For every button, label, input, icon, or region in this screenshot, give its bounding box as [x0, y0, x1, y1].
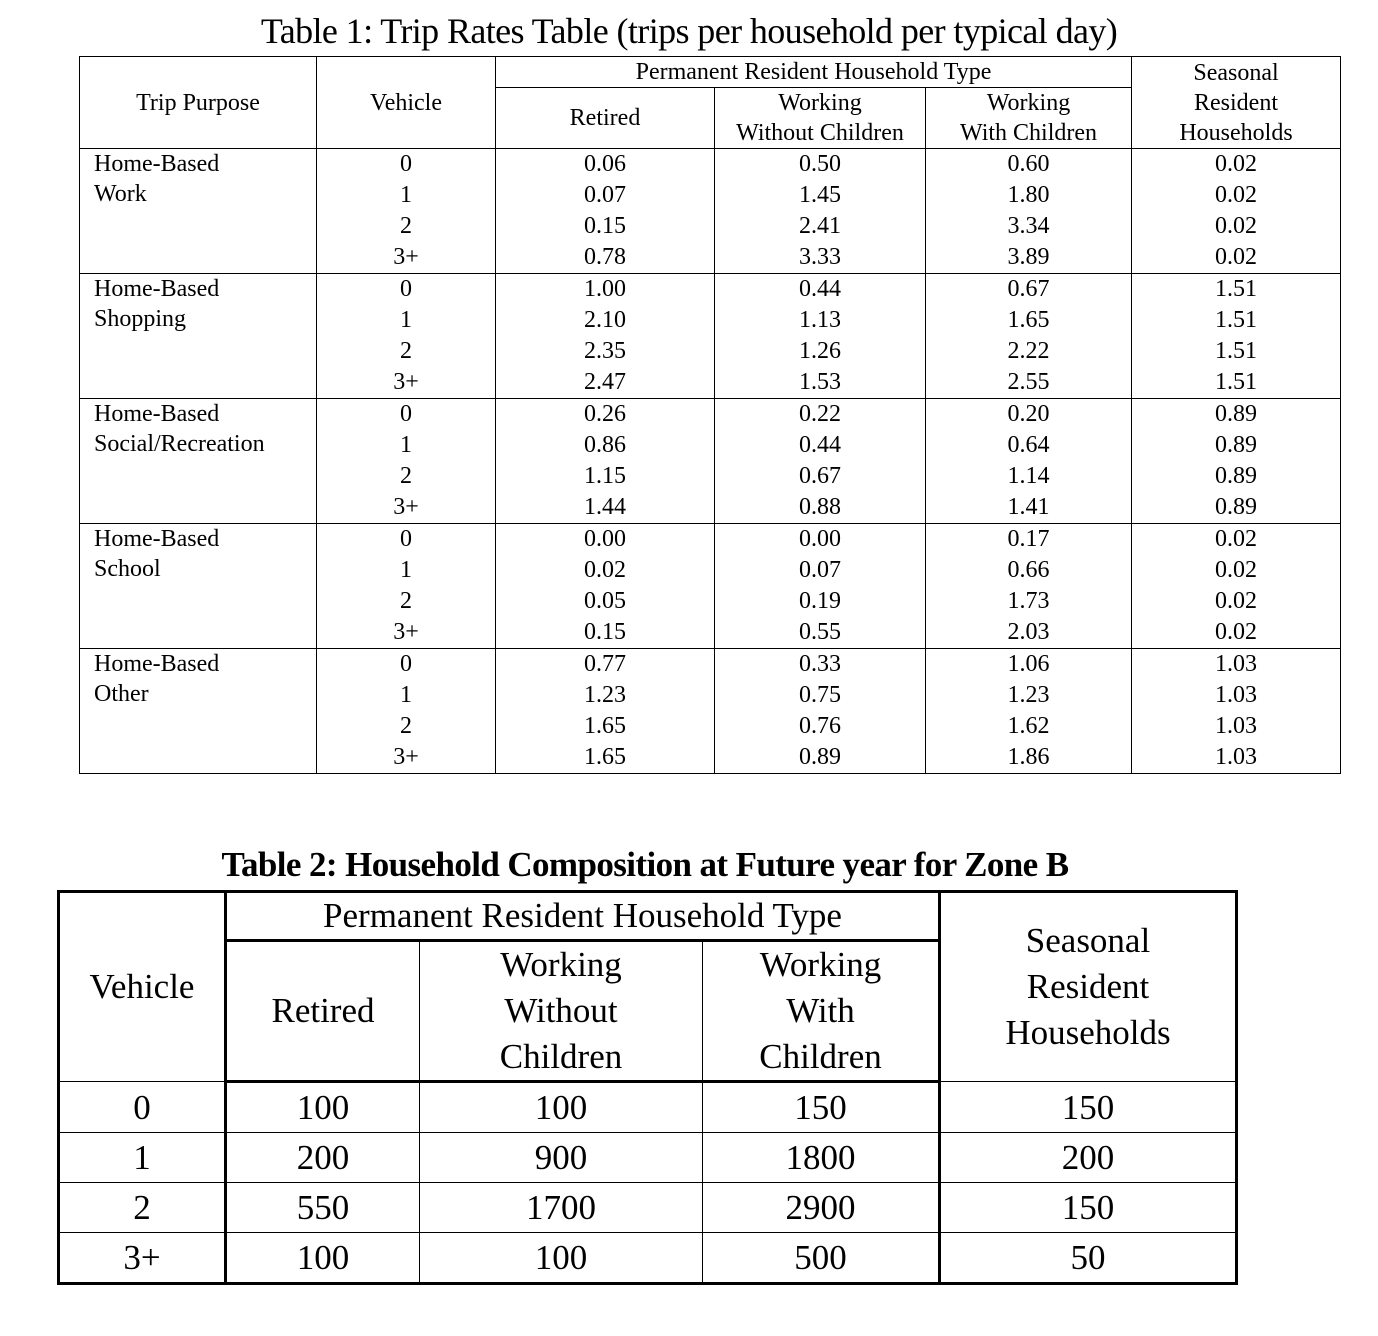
rate-value: 1.03 [1215, 713, 1258, 739]
header-seasonal-line1: Seasonal [1193, 59, 1279, 86]
t2-header-seasonal [940, 892, 1237, 1082]
vehicle-value: 0 [400, 276, 412, 302]
header-vehicle: Vehicle [317, 57, 496, 149]
rate-value: 1.00 [584, 276, 626, 302]
working-with-cell [926, 649, 1132, 774]
rate-value: 1.65 [1007, 307, 1050, 333]
rate-value: 0.02 [1215, 244, 1258, 270]
rate-value: 1.86 [1007, 744, 1050, 770]
rate-value: 1.53 [799, 369, 841, 395]
vehicle-value: 3+ [393, 619, 419, 645]
t2-working-without-cell: 100 [420, 1082, 703, 1133]
vehicle-value: 3+ [393, 244, 419, 270]
rate-value: 3.33 [799, 244, 841, 270]
rate-value: 0.67 [799, 463, 841, 489]
rate-value: 2.55 [1007, 369, 1050, 395]
t2-working-without-cell: 100 [420, 1233, 703, 1284]
t2-working-with-cell: 500 [703, 1233, 940, 1284]
rate-value: 0.66 [1007, 557, 1050, 583]
rate-value: 1.51 [1215, 276, 1258, 302]
vehicle-value: 3+ [393, 744, 419, 770]
rate-value: 0.02 [1215, 619, 1258, 645]
t2-retired-cell: 200 [226, 1133, 420, 1183]
working-with-cell [926, 524, 1132, 649]
t2-working-without-cell: 1700 [420, 1183, 703, 1233]
rate-value: 0.77 [584, 651, 626, 677]
retired-cell [496, 274, 715, 399]
header-seasonal [1132, 57, 1341, 149]
vehicle-value: 2 [400, 338, 412, 364]
working-without-cell [715, 524, 926, 649]
seasonal-cell [1132, 149, 1341, 274]
household-composition-table [57, 890, 1238, 1285]
rate-value: 0.89 [1215, 463, 1258, 489]
rate-value: 0.89 [1215, 432, 1258, 458]
rate-value: 0.05 [584, 588, 626, 614]
table-row [59, 1082, 1237, 1133]
rate-value: 0.50 [799, 151, 841, 177]
vehicle-cell [317, 524, 496, 649]
seasonal-cell [1132, 649, 1341, 774]
vehicle-value: 0 [400, 151, 412, 177]
working-with-cell [926, 274, 1132, 399]
rate-value: 0.02 [584, 557, 626, 583]
t2-header-vehicle: Vehicle [59, 892, 226, 1082]
rate-value: 0.20 [1007, 401, 1050, 427]
rate-value: 0.06 [584, 151, 626, 177]
trip-purpose-cell [80, 149, 317, 274]
rate-value: 0.07 [584, 182, 626, 208]
trip-purpose-group [80, 149, 1341, 274]
seasonal-cell [1132, 399, 1341, 524]
t2-header-seasonal-line3: Households [1005, 1013, 1171, 1052]
rate-value: 0.67 [1007, 276, 1050, 302]
vehicle-value: 2 [400, 463, 412, 489]
rate-value: 1.23 [1007, 682, 1050, 708]
rate-value: 1.14 [1007, 463, 1050, 489]
header-retired: Retired [496, 88, 715, 149]
table2-caption: Table 2: Household Composition at Future year for Zone B [221, 845, 1069, 884]
rate-value: 0.64 [1007, 432, 1050, 458]
rate-value: 0.26 [584, 401, 626, 427]
rate-value: 0.00 [584, 526, 626, 552]
rate-value: 0.33 [799, 651, 841, 677]
trip-purpose-line2: Work [94, 181, 147, 207]
trip-purpose-group [80, 524, 1341, 649]
rate-value: 2.22 [1007, 338, 1050, 364]
working-without-cell [715, 399, 926, 524]
trip-purpose-line1: Home-Based [94, 401, 220, 427]
t2-vehicle-cell: 1 [59, 1133, 226, 1183]
trip-purpose-line2: School [94, 556, 161, 582]
rate-value: 1.23 [584, 682, 626, 708]
vehicle-value: 1 [400, 307, 412, 333]
t2-header-working-without-line2: Without [504, 991, 618, 1030]
vehicle-value: 2 [400, 713, 412, 739]
header-working-with-line1: Working [986, 90, 1071, 116]
rate-value: 1.15 [584, 463, 626, 489]
rate-value: 0.88 [799, 494, 841, 520]
vehicle-value: 1 [400, 432, 412, 458]
header-seasonal-line2: Resident [1194, 89, 1279, 116]
rate-value: 1.03 [1215, 651, 1258, 677]
header-working-with-line2: With Children [960, 120, 1098, 146]
t2-header-working-without [420, 941, 703, 1082]
trip-purpose-line1: Home-Based [94, 651, 220, 677]
header-trip-purpose: Trip Purpose [80, 57, 317, 149]
rate-value: 1.26 [799, 338, 841, 364]
t2-retired-cell: 100 [226, 1233, 420, 1284]
table1-caption: Table 1: Trip Rates Table (trips per household per typical day) [260, 11, 1118, 51]
vehicle-value: 0 [400, 526, 412, 552]
vehicle-value: 1 [400, 682, 412, 708]
rate-value: 0.89 [1215, 494, 1258, 520]
rate-value: 1.13 [799, 307, 841, 333]
rate-value: 1.51 [1215, 369, 1258, 395]
rate-value: 1.51 [1215, 338, 1258, 364]
trip-purpose-line2: Shopping [94, 306, 187, 332]
header-working-without-line2: Without Children [736, 120, 904, 146]
t2-seasonal-cell: 150 [940, 1183, 1237, 1233]
rate-value: 1.03 [1215, 682, 1258, 708]
retired-cell [496, 524, 715, 649]
t2-header-working-without-line1: Working [500, 945, 622, 984]
trip-purpose-cell [80, 649, 317, 774]
t2-header-retired: Retired [226, 941, 420, 1082]
rate-value: 0.02 [1215, 588, 1258, 614]
rate-value: 1.65 [584, 744, 626, 770]
vehicle-value: 3+ [393, 369, 419, 395]
t2-seasonal-cell: 200 [940, 1133, 1237, 1183]
vehicle-cell [317, 274, 496, 399]
t2-vehicle-cell: 2 [59, 1183, 226, 1233]
vehicle-value: 2 [400, 588, 412, 614]
t2-header-working-without-line3: Children [499, 1037, 623, 1076]
t2-header-working-with-line1: Working [759, 945, 882, 984]
vehicle-cell [317, 649, 496, 774]
vehicle-value: 0 [400, 401, 412, 427]
trip-purpose-cell [80, 274, 317, 399]
rate-value: 1.65 [584, 713, 626, 739]
working-without-cell [715, 149, 926, 274]
trip-purpose-line2: Social/Recreation [94, 431, 265, 457]
rate-value: 0.15 [584, 619, 626, 645]
vehicle-value: 2 [400, 213, 412, 239]
t2-working-with-cell: 1800 [703, 1133, 940, 1183]
vehicle-value: 1 [400, 182, 412, 208]
rate-value: 1.06 [1007, 651, 1050, 677]
t2-header-permanent-group: Permanent Resident Household Type [226, 892, 940, 941]
retired-cell [496, 149, 715, 274]
rate-value: 2.03 [1007, 619, 1050, 645]
rate-value: 0.86 [584, 432, 626, 458]
rate-value: 2.47 [584, 369, 626, 395]
vehicle-value: 1 [400, 557, 412, 583]
rate-value: 1.73 [1007, 588, 1050, 614]
t2-vehicle-cell: 3+ [59, 1233, 226, 1284]
rate-value: 1.41 [1007, 494, 1050, 520]
t2-working-with-cell: 2900 [703, 1183, 940, 1233]
rate-value: 2.35 [584, 338, 626, 364]
trip-rates-table [79, 56, 1341, 774]
rate-value: 0.89 [799, 744, 841, 770]
t2-seasonal-cell: 150 [940, 1082, 1237, 1133]
trip-purpose-group [80, 274, 1341, 399]
t2-seasonal-cell: 50 [940, 1233, 1237, 1284]
retired-cell [496, 399, 715, 524]
rate-value: 1.44 [584, 494, 626, 520]
header-working-with-children [926, 88, 1132, 149]
header-permanent-group: Permanent Resident Household Type [496, 57, 1132, 88]
vehicle-value: 0 [400, 651, 412, 677]
rate-value: 1.45 [799, 182, 841, 208]
trip-purpose-cell [80, 524, 317, 649]
seasonal-cell [1132, 524, 1341, 649]
trip-purpose-line1: Home-Based [94, 151, 220, 177]
rate-value: 3.34 [1007, 213, 1050, 239]
rate-value: 0.00 [799, 526, 841, 552]
t2-header-working-with-line3: Children [759, 1037, 882, 1076]
trip-purpose-group [80, 399, 1341, 524]
rate-value: 0.02 [1215, 151, 1258, 177]
header-working-without-line1: Working [778, 90, 862, 116]
t2-working-without-cell: 900 [420, 1133, 703, 1183]
seasonal-cell [1132, 274, 1341, 399]
retired-cell [496, 649, 715, 774]
rate-value: 1.51 [1215, 307, 1258, 333]
vehicle-cell [317, 149, 496, 274]
rate-value: 1.62 [1007, 713, 1050, 739]
rate-value: 0.02 [1215, 213, 1258, 239]
t2-header-seasonal-line2: Resident [1026, 967, 1150, 1006]
header-working-without-children [715, 88, 926, 149]
t2-working-with-cell: 150 [703, 1082, 940, 1133]
rate-value: 1.03 [1215, 744, 1258, 770]
rate-value: 0.17 [1007, 526, 1050, 552]
rate-value: 0.19 [799, 588, 841, 614]
rate-value: 2.10 [584, 307, 626, 333]
rate-value: 0.44 [799, 276, 841, 302]
t2-retired-cell: 100 [226, 1082, 420, 1133]
rate-value: 0.15 [584, 213, 626, 239]
t2-vehicle-cell: 0 [59, 1082, 226, 1133]
working-with-cell [926, 399, 1132, 524]
t2-retired-cell: 550 [226, 1183, 420, 1233]
rate-value: 2.41 [799, 213, 841, 239]
rate-value: 0.02 [1215, 182, 1258, 208]
rate-value: 0.89 [1215, 401, 1258, 427]
rate-value: 0.76 [799, 713, 841, 739]
trip-purpose-line2: Other [94, 681, 149, 707]
rate-value: 0.07 [799, 557, 841, 583]
vehicle-value: 3+ [393, 494, 419, 520]
table-row [59, 1133, 1237, 1183]
rate-value: 0.60 [1007, 151, 1050, 177]
trip-purpose-line1: Home-Based [94, 276, 220, 302]
rate-value: 0.22 [799, 401, 841, 427]
table-row [59, 1183, 1237, 1233]
vehicle-cell [317, 399, 496, 524]
header-seasonal-line3: Households [1179, 119, 1293, 146]
t2-header-working-with [703, 941, 940, 1082]
rate-value: 0.02 [1215, 557, 1258, 583]
rate-value: 3.89 [1007, 244, 1050, 270]
working-with-cell [926, 149, 1132, 274]
rate-value: 0.55 [799, 619, 841, 645]
trip-purpose-cell [80, 399, 317, 524]
rate-value: 0.78 [584, 244, 626, 270]
table-row [59, 1233, 1237, 1284]
t2-header-seasonal-line1: Seasonal [1025, 921, 1151, 960]
trip-purpose-group [80, 649, 1341, 774]
t2-header-working-with-line2: With [786, 991, 855, 1030]
rate-value: 0.75 [799, 682, 841, 708]
rate-value: 0.02 [1215, 526, 1258, 552]
working-without-cell [715, 649, 926, 774]
rate-value: 1.80 [1007, 182, 1050, 208]
working-without-cell [715, 274, 926, 399]
rate-value: 0.44 [799, 432, 841, 458]
trip-purpose-line1: Home-Based [94, 526, 220, 552]
